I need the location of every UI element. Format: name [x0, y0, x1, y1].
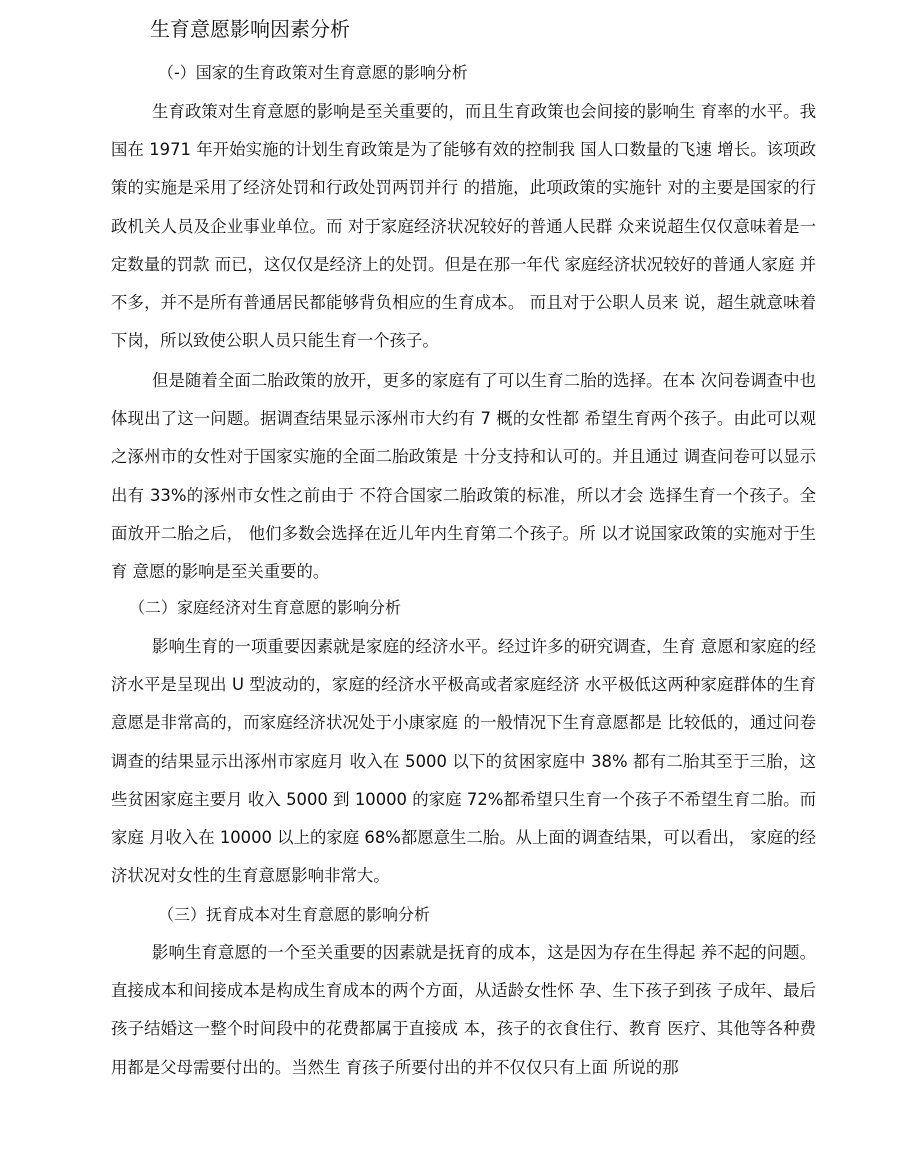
page-title: 生育意愿影响因素分析	[150, 17, 350, 41]
section-heading-1: （-）国家的生育政策对生育意愿的影响分析	[158, 63, 468, 82]
paragraph: 影响生育意愿的一个至关重要的因素就是抚育的成本，这是因为存在生得起 养不起的问题。直接成本和间接成本是构成生育成本的两个方面，从适龄女性怀 孕、生下孩子到孩 子成年、最后孩子结婚这一整个时间段中的花费都属于直接成 本，孩子的衣食住行、教育 医疗、其他等各种费用都是父母需要付出的。当然生 育孩子所要付出的并不仅仅只有上面 所说的那	[111, 943, 816, 1077]
section-heading-2: （二）家庭经济对生育意愿的影响分析	[129, 598, 402, 617]
paragraph: 但是随着全面二胎政策的放开，更多的家庭有了可以生育二胎的选择。在本 次问卷调查中也体现出了这一问题。据调查结果显示涿州市大约有 7 概的女性都 希望生育两个孩子。由此可以观之涿州市的女性对于国家实施的全面二胎政策是 十分支持和认可的。并且通过 调查问卷可以显示出有 33%的涿州市女性之前由于 不符合国家二胎政策的标准，所以才会 选择生育一个孩子。全面放开二胎之后， 他们多数会选择在近儿年内生育第二个孩子。所 以才说国家政策的实施对于生育 意愿的影响是至关重要的。	[111, 371, 816, 582]
paragraph: 影响生育的一项重要因素就是家庭的经济水平。经过许多的研究调查，生育 意愿和家庭的经济水平是呈现出 U 型波动的，家庭的经济水平极高或者家庭经济 水平极低这两种家庭群体的生育意愿是非常高的，而家庭经济状况处于小康家庭 的一般情况下生育意愿都是 比较低的，通过问卷调查的结果显示出涿州市家庭月 收入在 5000 以下的贫困家庭中 38% 都有二胎其至于三胎，这些贫困家庭主要月 收入 5000 到 10000 的家庭 72%都希望只生育一个孩子不希望生育二胎。而家庭 月收入在 10000 以上的家庭 68%都愿意生二胎。从上面的调查结果，可以看出， 家庭的经济状况对女性的生育意愿影响非常大。	[111, 637, 816, 886]
section-heading-3: （三）抚育成本对生育意愿的影响分析	[158, 905, 431, 924]
paragraph: 生育政策对生育意愿的影响是至关重要的，而且生育政策也会间接的影响生 育率的水平。我国在 1971 年开始实施的计划生育政策是为了能够有效的控制我 国人口数量的飞速 增长。该项政策的实施是采用了经济处罚和行政处罚两罚并行 的措施，此项政策的实施针 对的主要是国家的行政机关人员及企业事业单位。而 对于家庭经济状况较好的普通人民群 众来说超生仅仅意味着是一定数量的罚款 而已，这仅仅是经济上的处罚。但是在那一年代 家庭经济状况较好的普通人家庭 并不多，并不是所有普通居民都能够背负相应的生育成本。 而且对于公职人员来 说，超生就意味着下岗，所以致使公职人员只能生育一个孩子。	[111, 102, 816, 351]
